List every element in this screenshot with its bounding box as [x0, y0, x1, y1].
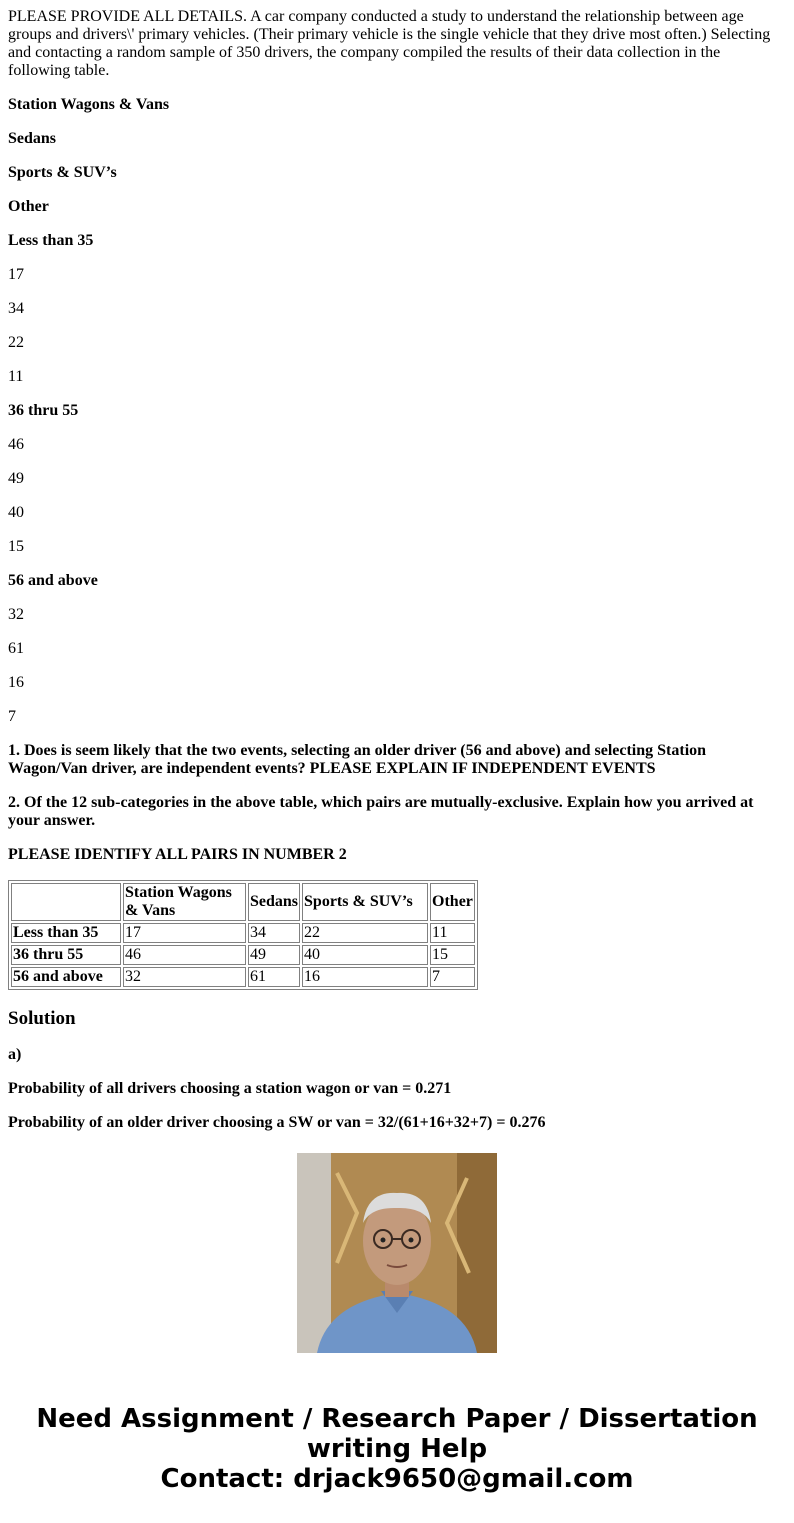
table-cell: 40: [302, 945, 428, 965]
help-footer: [0, 1404, 794, 1494]
flat-row-label: 56 and above: [8, 572, 98, 589]
flat-header: Other: [8, 198, 49, 215]
table-cell: 61: [248, 967, 300, 987]
flat-cell: 49: [8, 470, 24, 487]
solution-heading: Solution: [8, 1008, 76, 1029]
flat-cell: 40: [8, 504, 24, 521]
table-cell: 15: [430, 945, 475, 965]
table-header-cell: Other: [430, 883, 475, 921]
flat-header: Station Wagons & Vans: [8, 96, 170, 113]
flat-header: Sports & SUV’s: [8, 164, 117, 181]
table-cell: 22: [302, 923, 428, 943]
table-header-row: [11, 883, 475, 921]
table-row-label: 36 thru 55: [11, 945, 121, 965]
flat-row-label: 36 thru 55: [8, 402, 79, 419]
question-intro: PLEASE PROVIDE ALL DETAILS. A car company conducted a study to understand the relationship between age groups and drivers\' primary vehicles. (Their primary vehicle is the single vehicle that they drive most often.) Selecting and contacting a random sample of 350 drivers, the company compiled the results of their data collection in the following table.: [8, 8, 771, 79]
solution-line: Probability of an older driver choosing a SW or van = 32/(61+16+32+7) = 0.276: [8, 1114, 546, 1131]
solution-line: Probability of all drivers choosing a station wagon or van = 0.271: [8, 1080, 452, 1097]
flat-cell: 15: [8, 538, 24, 555]
table-cell: 16: [302, 967, 428, 987]
table-corner-cell: [11, 883, 121, 921]
footer-line: Need Assignment / Research Paper / Dissertation writing Help: [36, 1404, 758, 1464]
table-cell: 17: [123, 923, 246, 943]
flat-row-label: Less than 35: [8, 232, 94, 249]
flat-header: Sedans: [8, 130, 57, 147]
table-row: [11, 923, 475, 943]
solution-part-a: a): [8, 1046, 22, 1063]
table-row-label: 56 and above: [11, 967, 121, 987]
table-cell: 7: [430, 967, 475, 987]
question-1: 1. Does is seem likely that the two events, selecting an older driver (56 and above) and selecting Station Wagon/Van driver, are independent events? PLEASE EXPLAIN IF INDEPENDENT EVENTS: [8, 742, 707, 777]
flat-cell: 46: [8, 436, 24, 453]
table-cell: 46: [123, 945, 246, 965]
table-header-cell: Station Wagons & Vans: [123, 883, 246, 921]
flat-cell: 16: [8, 674, 24, 691]
table-cell: 32: [123, 967, 246, 987]
table-cell: 11: [430, 923, 475, 943]
flat-cell: 11: [8, 368, 24, 385]
tutor-avatar: [297, 1153, 497, 1353]
table-row-label: Less than 35: [11, 923, 121, 943]
question-2: 2. Of the 12 sub-categories in the above table, which pairs are mutually-exclusive. Explain how you arrived at your answer.: [8, 794, 754, 829]
table-header-cell: Sports & SUV’s: [302, 883, 428, 921]
flat-cell: 22: [8, 334, 24, 351]
flat-cell: 32: [8, 606, 24, 623]
table-cell: 34: [248, 923, 300, 943]
data-table: [8, 880, 478, 990]
flat-cell: 17: [8, 266, 24, 283]
tutor-photo-icon: [297, 1153, 497, 1353]
table-row: [11, 945, 475, 965]
table-header-cell: Sedans: [248, 883, 300, 921]
table-row: [11, 967, 475, 987]
flat-cell: 34: [8, 300, 24, 317]
table-cell: 49: [248, 945, 300, 965]
flat-cell: 61: [8, 640, 24, 657]
question-content: [8, 0, 786, 1131]
footer-contact[interactable]: Contact: drjack9650@gmail.com: [160, 1464, 634, 1494]
flat-cell: 7: [8, 708, 16, 725]
question-3: PLEASE IDENTIFY ALL PAIRS IN NUMBER 2: [8, 846, 347, 863]
